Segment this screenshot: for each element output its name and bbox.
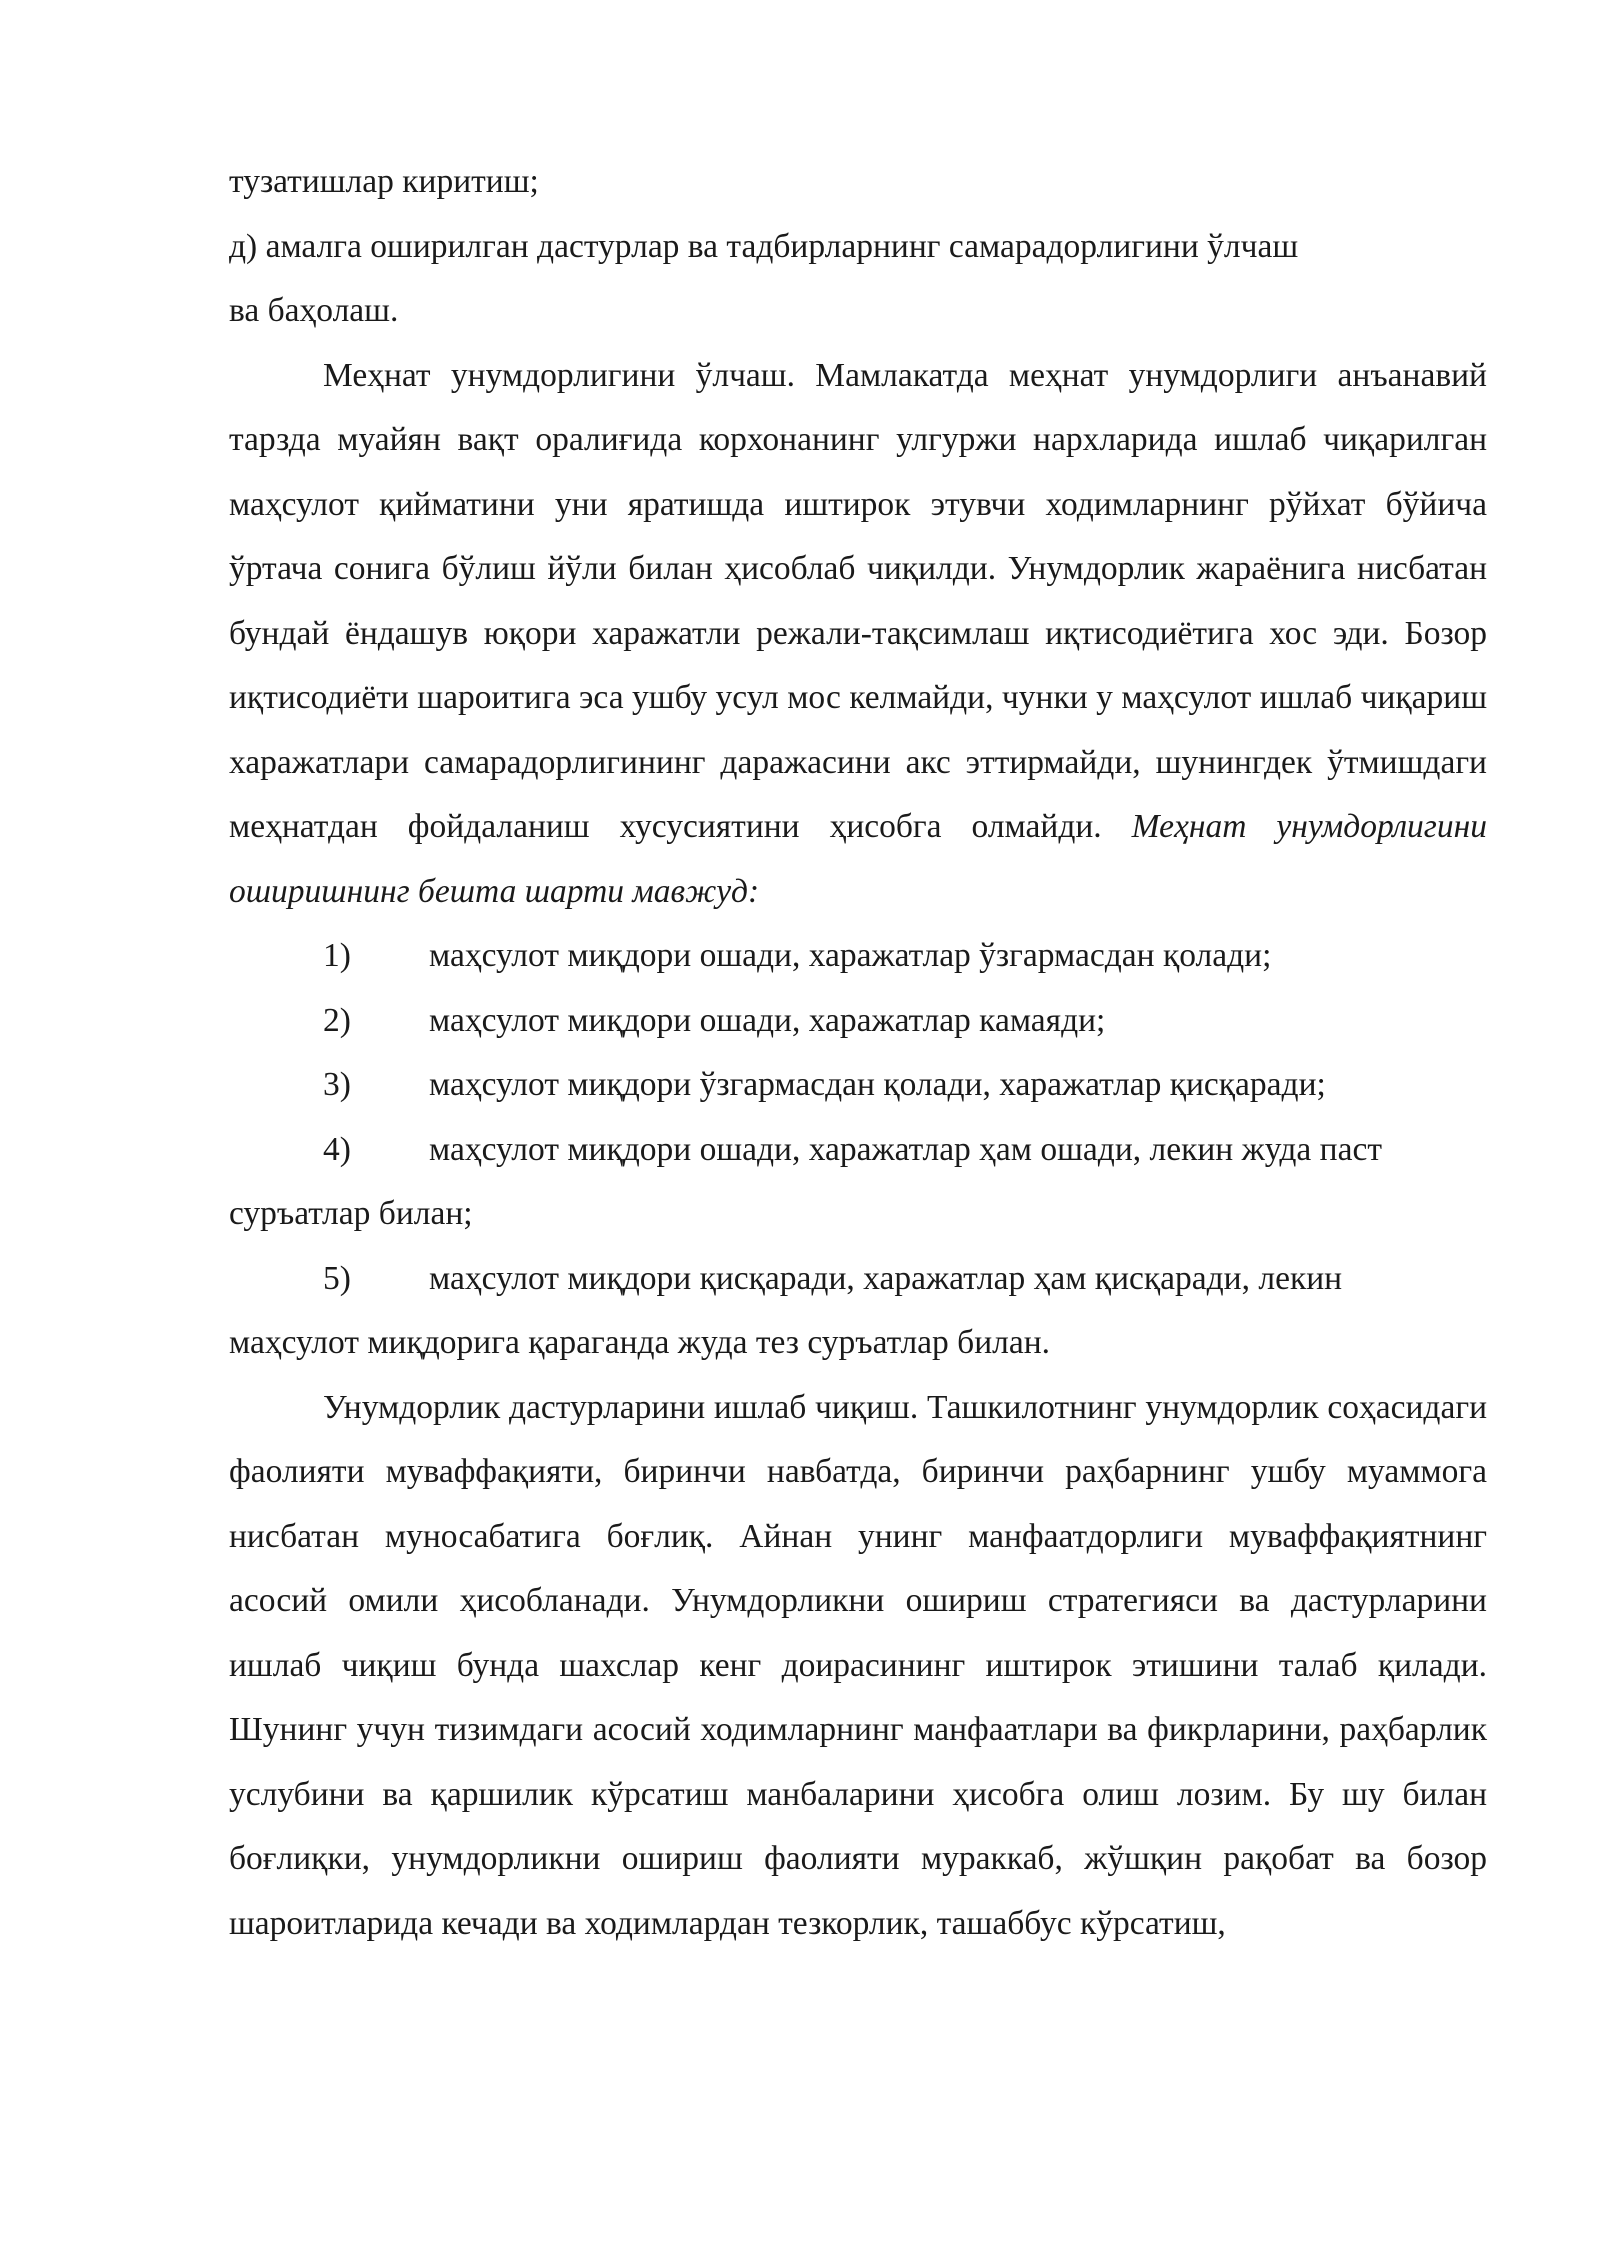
italic-conditions-intro: Меҳнат унумдорлигини оширишнинг бешта шарти мавжуд: [229,808,1487,910]
list-text-continuation: суръатлар билан; [229,1195,473,1232]
list-number: 1) [323,937,351,974]
list-number: 2) [323,1001,351,1039]
text-line: тузатишлар киритиш; [229,163,539,200]
list-item [229,924,1487,989]
paragraph-text: Унумдорлик дастурларини ишлаб чиқиш. Ташкилотнинг унумдорлик соҳасидаги фаолияти муваффақияти, биринчи навбатда, биринчи раҳбарнинг ушбу муаммога нисбатан муносабатига боғлиқ. Айнан унинг манфаатдорлиги муваффақиятнинг асосий омили ҳисобланади. Унумдорликни ошириш стратегияси ва дастурларини ишлаб чиқиш бунда шахслар кенг доирасининг иштирок этишини талаб қилади. Шунинг учун тизимдаги асосий ходимларнинг манфаатлари ва фикрларини, раҳбарлик услубини ва қаршилик кўрсатиш манбаларини ҳисобга олиш лозим. Бу шу билан боғлиқки, унумдорликни ошириш фаолияти мураккаб, жўшқин рақобат ва бозор шароитларида кечади ва ходимлардан тезкорлик, ташаббус кўрсатиш, [229,1388,1487,1942]
list-item [229,1247,1487,1376]
paragraph-program-development [229,1376,1487,1957]
list-number: 3) [323,1066,351,1103]
list-item [229,989,1487,1054]
text-line: д) амалга оширилган дастурлар ва тадбирларнинг самарадорлигини ўлчаш [229,227,1299,265]
list-number: 4) [323,1130,351,1168]
list-text-continuation: маҳсулот миқдорига қараганда жуда тез суръатлар билан. [229,1324,1051,1361]
paragraph-text: Меҳнат унумдорлигини ўлчаш. Мамлакатда меҳнат унумдорлиги анъанавий тарзда муайян вақт оралиғида корхонанинг улгуржи нархларида ишлаб чиқарилган маҳсулот қийматини уни яратишда иштирок этувчи ходимларнинг рўйхат бўйича ўртача сонига бўлиш йўли билан ҳисоблаб чиқилди. Унумдорлик жараёнига нисбатан бундай ёндашув юқори харажатли режали-тақсимлаш иқтисодиётига хос эди. Бозор иқтисодиёти шароитига эса ушбу усул мос келмайди, чунки у маҳсулот ишлаб чиқариш харажатлари самарадорлигининг даражасини акс эттирмайди, шунингдек ўтмишдаги меҳнатдан фойдаланиш хусусиятини ҳисобга олмайди. [229,356,1487,845]
list-text: маҳсулот миқдори қисқаради, харажатлар ҳам қисқаради, лекин [429,1259,1343,1297]
paragraph-productivity-measurement [229,344,1487,925]
list-text: маҳсулот миқдори ўзгармасдан қолади, харажатлар қисқаради; [429,1066,1326,1103]
list-text: маҳсулот миқдори ошади, харажатлар ҳам ошади, лекин жуда паст [429,1130,1382,1168]
document-body [229,150,1487,1956]
text-line: ва баҳолаш. [229,292,399,329]
list-text: маҳсулот миқдори ошади, харажатлар камаяди; [429,1001,1106,1039]
list-text: маҳсулот миқдори ошади, харажатлар ўзгармасдан қолади; [429,937,1272,974]
list-item [229,1053,1487,1118]
list-number: 5) [323,1259,351,1297]
list-item [229,1118,1487,1247]
